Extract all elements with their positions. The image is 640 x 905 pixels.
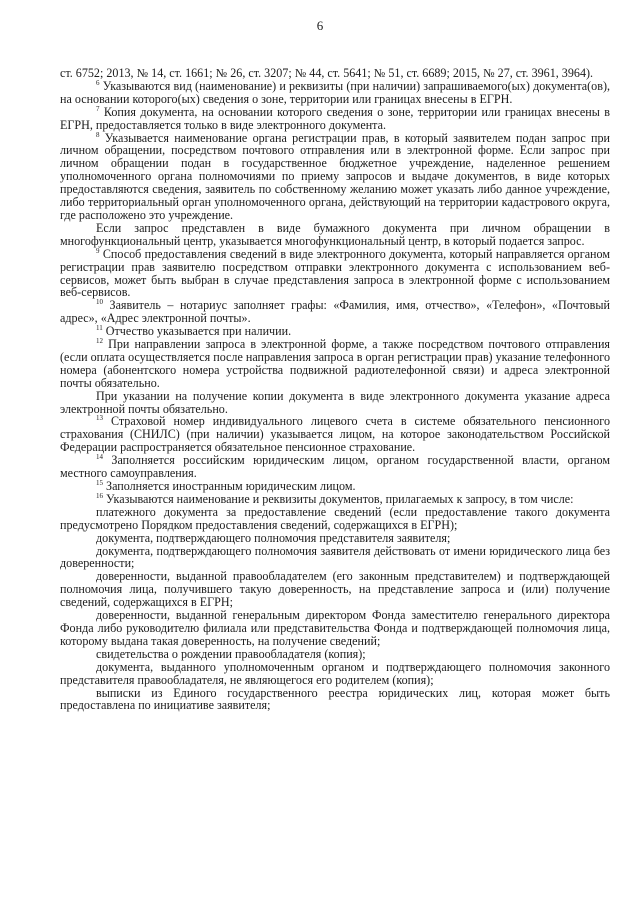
paragraph-text: документа, подтверждающего полномочия заявителя действовать от имени юридического лица без доверенности; (60, 543, 610, 571)
paragraph-text: Указывается наименование органа регистрации прав, в который заявителем подан запрос при личном обращении, посредством почтового отправления или в электронной форме. Если запрос при личном обращении подан в государственное бюджетное учреждение, наделенное решением уполномоченного органа полномочиями по приему запросов и выдаче документов, в виде которых предоставляются сведения, заявитель по собственному желанию может указать либо данное учреждение, либо территориальный орган уполномоченного органа, действующий на территории кадастрового округа, где расположено это учреждение. (60, 130, 610, 222)
footnote-marker: 11 (96, 324, 103, 333)
paragraph-text: Заполняется российским юридическим лицом, органом государственной власти, органом местного самоуправления. (60, 453, 610, 481)
paragraph (60, 506, 610, 532)
paragraph-text: Отчество указывается при наличии. (102, 324, 292, 339)
paragraph (60, 661, 610, 687)
paragraph-text: При указании на получение копии документа в виде электронного документа указание адреса электронной почты обязательно. (60, 388, 610, 416)
footnote-14 (60, 454, 610, 480)
paragraph-text: При направлении запроса в электронной форме, а также посредством почтового отправления (если оплата осуществляется после направления запроса в орган регистрации прав) указание телефонного номера (абонентского номера устройства подвижной радиотелефонной связи) и адреса электронной почты обязательно. (60, 337, 610, 390)
paragraph (60, 609, 610, 648)
paragraph-text: выписки из Единого государственного реестра юридических лиц, которая может быть предоставлена по инициативе заявителя; (60, 685, 610, 713)
footnote-6 (60, 80, 610, 106)
paragraph-text: Заявитель – нотариус заполняет графы: «Фамилия, имя, отчество», «Телефон», «Почтовый адрес», «Адрес электронной почты». (60, 298, 610, 326)
paragraph-text: Указываются вид (наименование) и реквизиты (при наличии) запрашиваемого(ых) документа(ов), на основании которого(ых) сведения о зоне, территории или границах внесены в ЕГРН. (60, 78, 610, 106)
paragraph (60, 390, 610, 416)
paragraph (60, 545, 610, 571)
paragraph-text: Способ предоставления сведений в виде электронного документа, который направляется органом регистрации прав заявителю посредством отправки электронного документа с использованием веб-сервисов, может быть выбран в случае представления запроса в электронной форме с использованием веб-сервисов. (60, 246, 610, 300)
footnote-10 (60, 299, 610, 325)
footnote-9 (60, 248, 610, 300)
footnote-marker: 8 (96, 130, 100, 139)
footnote-marker: 15 (96, 478, 103, 487)
footnote-13 (60, 415, 610, 454)
paragraph (60, 222, 610, 248)
paragraph (60, 570, 610, 609)
footnote-marker: 12 (96, 337, 103, 345)
paragraph (60, 687, 610, 713)
paragraph-text: свидетельства о рождении правообладателя (копия); (96, 646, 366, 661)
footnote-marker: 10 (96, 298, 103, 307)
footnote-marker: 6 (96, 78, 100, 87)
paragraph-text: Заполняется иностранным юридическим лицом. (103, 479, 356, 493)
footnote-12 (60, 338, 610, 390)
paragraph-text: Копия документа, на основании которого сведения о зоне, территории или границах внесены в ЕГРН, предоставляется только в виде электронного документа. (60, 104, 610, 132)
paragraph-text: Указываются наименование и реквизиты документов, прилагаемых к запросу, в том числе: (103, 491, 574, 506)
footnote-marker: 14 (96, 453, 103, 462)
paragraph-text: документа, подтверждающего полномочия представителя заявителя; (96, 530, 451, 545)
paragraph-text: документа, выданного уполномоченным органом и подтверждающего полномочия законного представителя правообладателя, не являющегося его родителем (копия); (60, 659, 610, 687)
footnote-marker: 7 (96, 104, 100, 113)
footnote-7 (60, 106, 610, 132)
footnote-8 (60, 132, 610, 222)
paragraph-text: Если запрос представлен в виде бумажного документа при личном обращении в многофункциональный центр, указывается многофункциональный центр, в который подается запрос. (60, 220, 610, 248)
page-number: 6 (316, 18, 324, 33)
paragraph-text: ст. 6752; 2013, № 14, ст. 1661; № 26, ст. 3207; № 44, ст. 5641; № 51, ст. 6689; 2015, № 27, ст. 3961, 3964). (60, 66, 594, 80)
paragraph-text: доверенности, выданной правообладателем (его законным представителем) и подтверждающей полномочия лица, получившего такую доверенность, на представление запроса и (или) получение сведений, содержащихся в ЕГРН; (60, 569, 610, 610)
paragraph-text: платежного документа за предоставление сведений (если предоставление такого документа предусмотрено Порядком предоставления сведений, содержащихся в ЕГРН); (60, 504, 610, 532)
paragraph-text: доверенности, выданной генеральным директором Фонда заместителю генерального директора Фонда либо руководителю филиала или представительства Фонда и подтверждающей полномочия лица, которому выдана такая доверенность, на получение сведений; (60, 608, 610, 648)
footnote-marker: 13 (96, 414, 103, 423)
footnote-marker: 9 (96, 246, 100, 255)
paragraph-text: Страховой номер индивидуального лицевого счета в системе обязательного пенсионного страхования (СНИЛС) (при наличии) указывается лицом, на которое законодательством Российской Федерации распространяется обязательное пенсионное страхование. (60, 414, 610, 455)
document-body (60, 67, 610, 712)
footnote-marker: 16 (96, 491, 103, 500)
